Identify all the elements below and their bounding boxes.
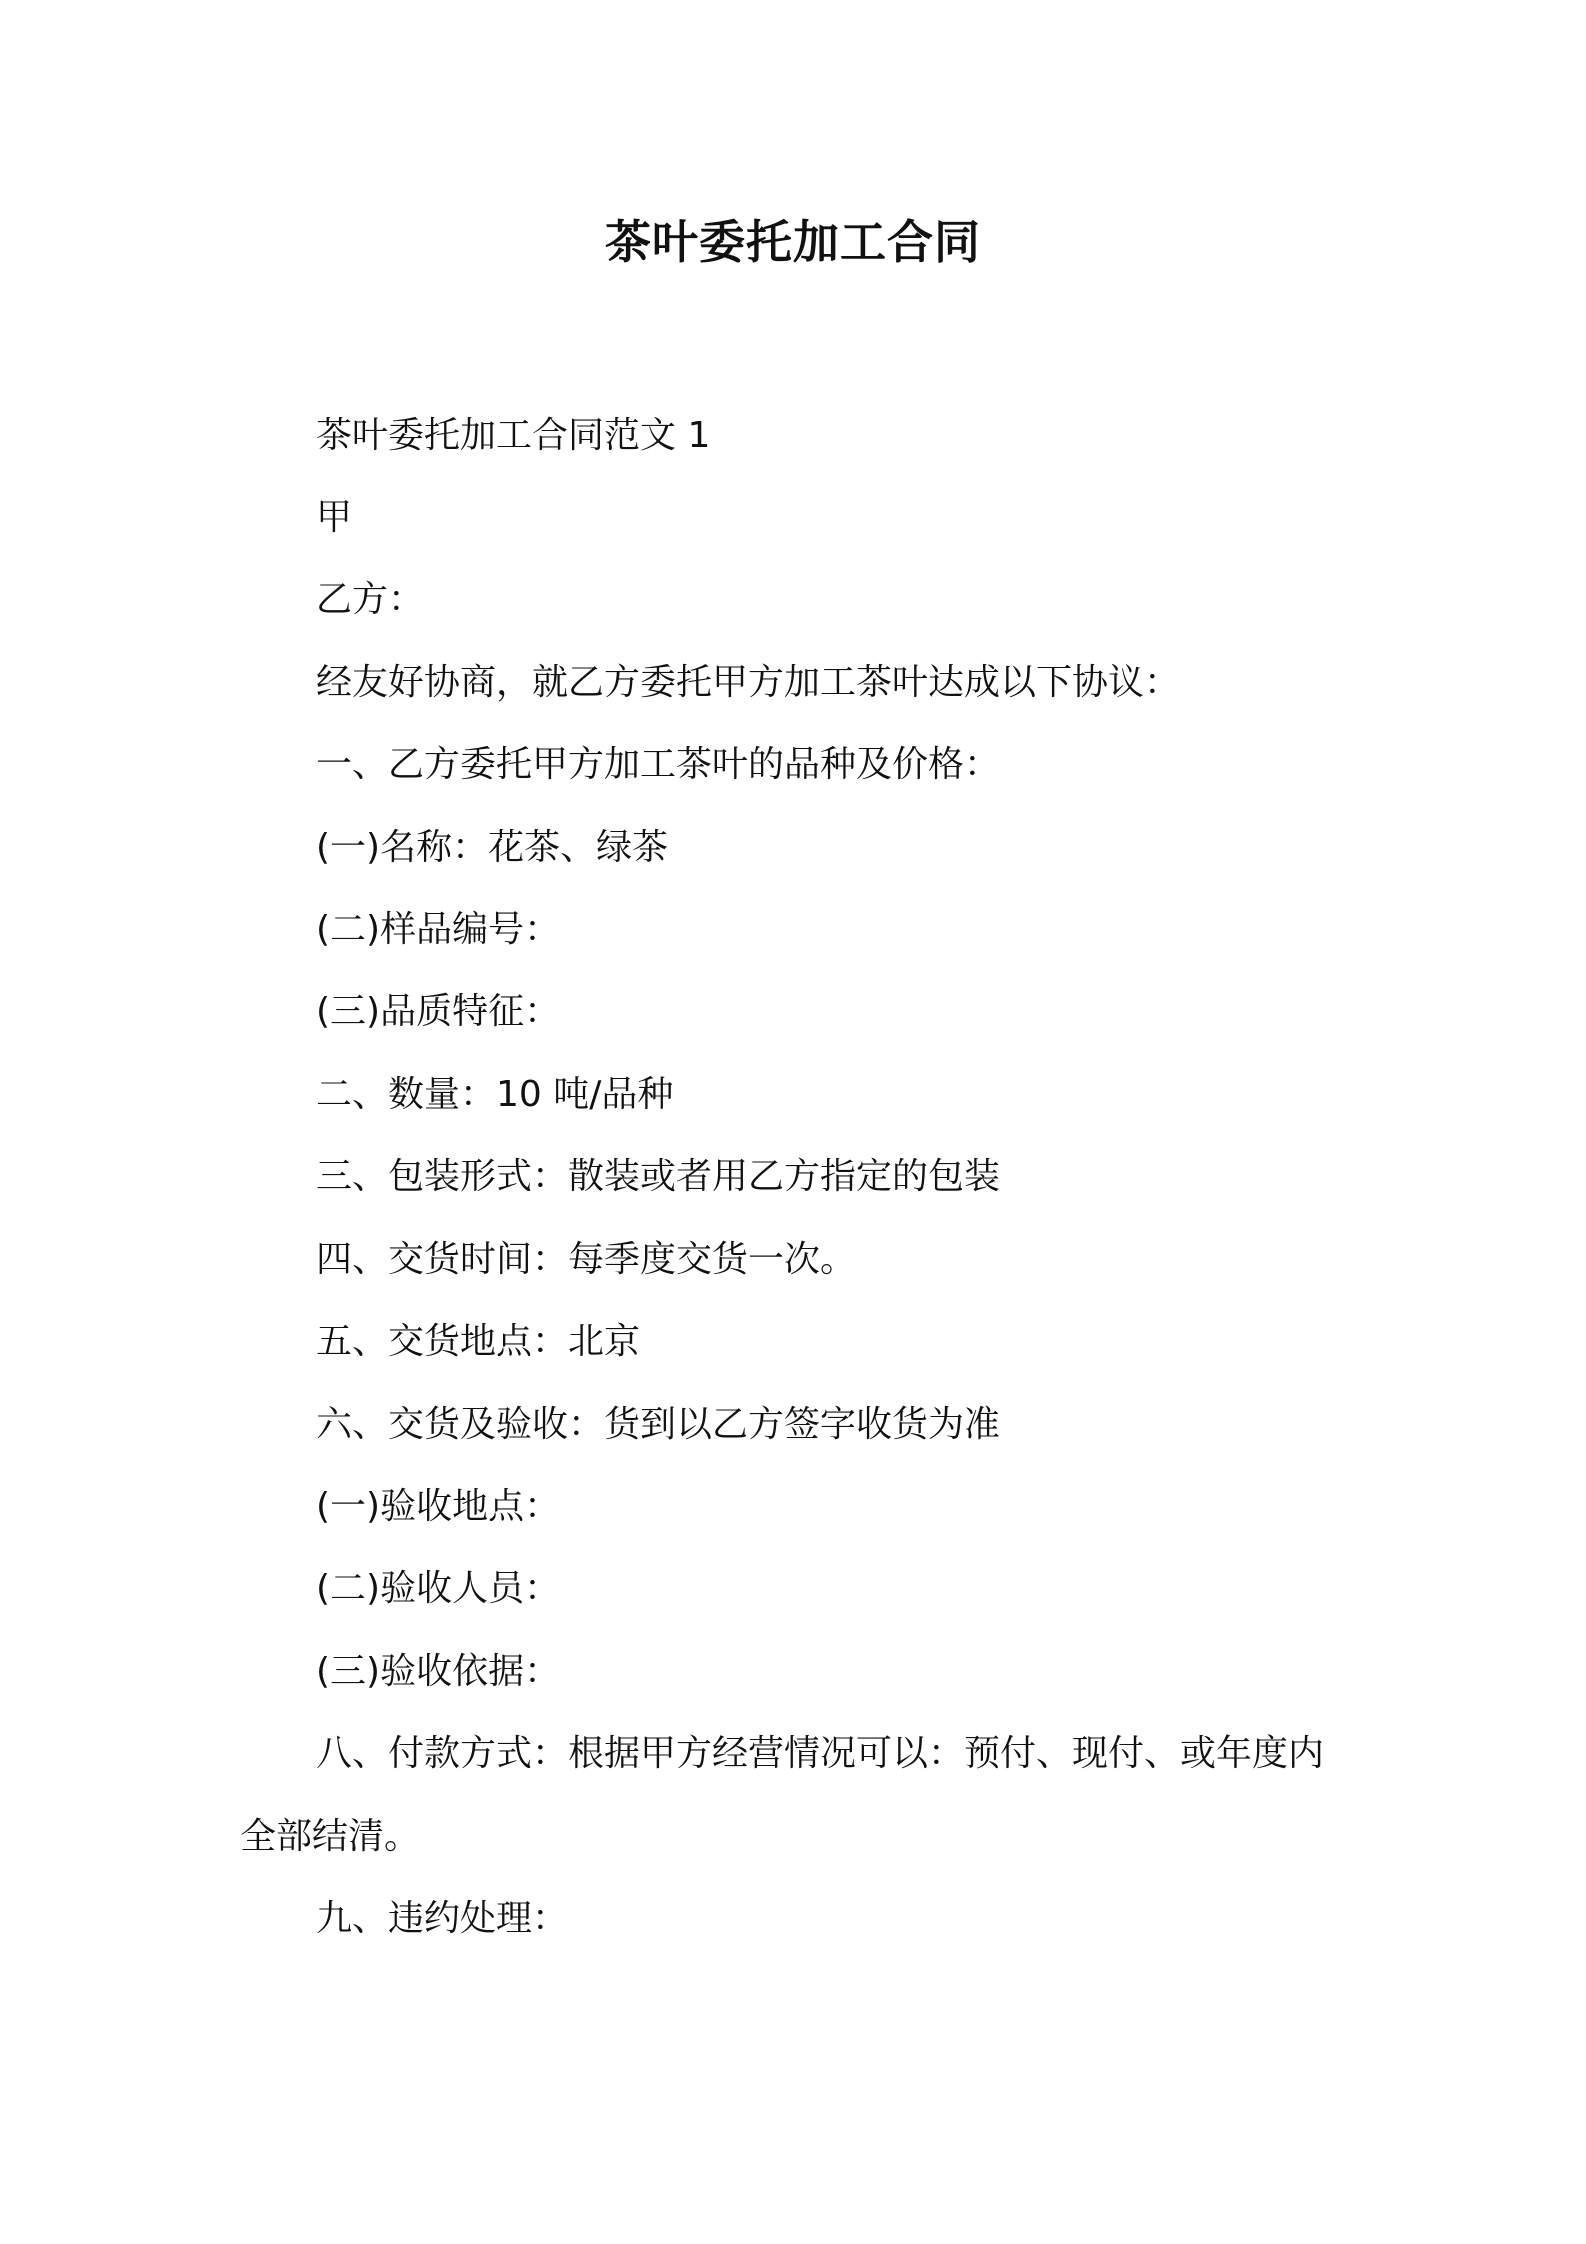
clause-3-packaging: 三、包装形式：散装或者用乙方指定的包装 — [316, 1156, 1001, 1197]
clause-8-payment: 八、付款方式：根据甲方经营情况可以：预付、现付、或年度内 — [316, 1733, 1325, 1774]
agreement-intro: 经友好协商，就乙方委托甲方加工茶叶达成以下协议： — [316, 662, 1181, 703]
clause-1-quality: (三)品质特征： — [316, 991, 561, 1032]
section-heading-sample-1: 茶叶委托加工合同范文 1 — [316, 415, 711, 456]
clause-1-sample-number: (二)样品编号： — [316, 909, 561, 950]
clause-8-payment-continued: 全部结清。 — [240, 1816, 421, 1857]
clause-1-name: (一)名称：花茶、绿茶 — [316, 827, 669, 868]
party-b-label: 乙方： — [316, 579, 425, 620]
clause-5-delivery-place: 五、交货地点：北京 — [316, 1321, 641, 1362]
clause-4-delivery-time: 四、交货时间：每季度交货一次。 — [316, 1239, 857, 1280]
clause-6-acceptance-basis: (三)验收依据： — [316, 1651, 561, 1692]
clause-1-variety-price: 一、乙方委托甲方加工茶叶的品种及价格： — [316, 744, 1001, 785]
document-title: 茶叶委托加工合同 — [605, 215, 981, 269]
clause-6-delivery-acceptance: 六、交货及验收：货到以乙方签字收货为准 — [316, 1404, 1001, 1445]
party-a-label: 甲 — [316, 497, 353, 538]
clause-6-acceptance-place: (一)验收地点： — [316, 1486, 561, 1527]
clause-9-breach: 九、违约处理： — [316, 1898, 569, 1939]
clause-2-quantity: 二、数量：10 吨/品种 — [316, 1074, 674, 1115]
clause-6-acceptance-staff: (二)验收人员： — [316, 1568, 561, 1609]
